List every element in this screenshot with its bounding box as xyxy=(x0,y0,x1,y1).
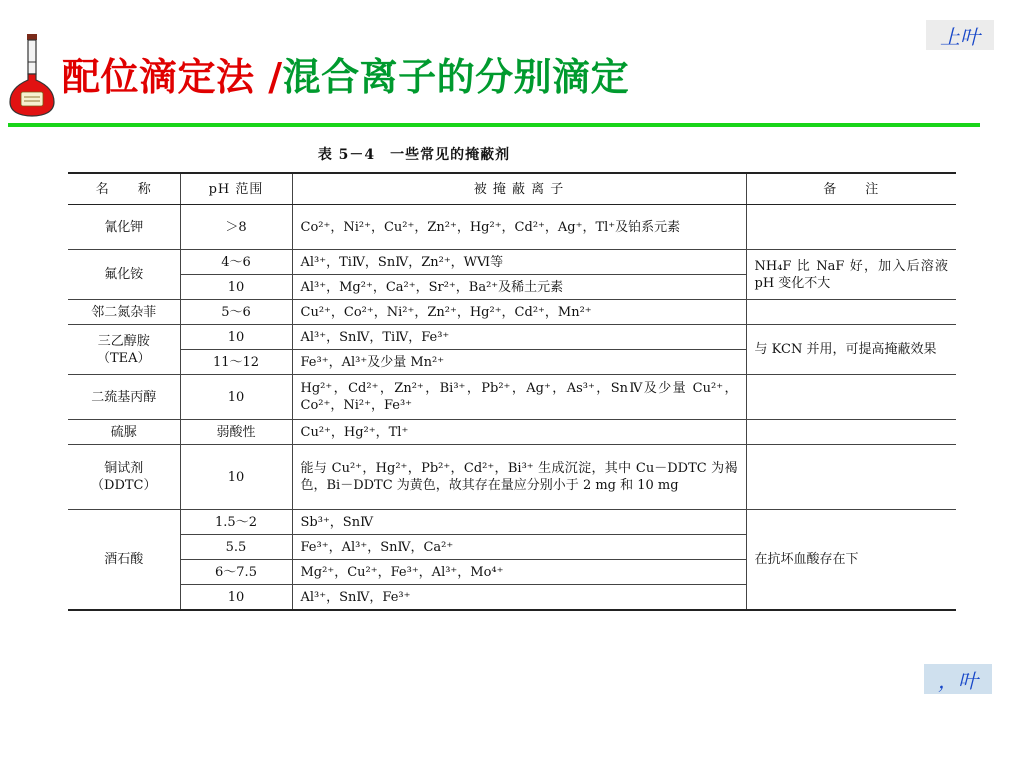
masking-agents-table xyxy=(68,172,956,611)
table-row xyxy=(68,325,956,350)
ph-range: 1.5～2 xyxy=(180,510,292,535)
ph-range: 11～12 xyxy=(180,350,292,375)
table-header-row xyxy=(68,173,956,205)
masked-ions: Cu²⁺，Hg²⁺，Tl⁺ xyxy=(292,420,746,445)
next-page-button[interactable]: ，叶 xyxy=(924,664,992,694)
masked-ions: Mg²⁺，Cu²⁺，Fe³⁺，Al³⁺，Mo⁴⁺ xyxy=(292,560,746,585)
agent-name: 氰化钾 xyxy=(68,205,180,250)
remarks xyxy=(746,300,956,325)
masked-ions: 能与 Cu²⁺，Hg²⁺，Pb²⁺，Cd²⁺，Bi³⁺ 生成沉淀，其中 Cu－DDTC 为褐色，Bi－DDTC 为黄色，故其存在量应分别小于 2 mg 和 10 mg xyxy=(292,445,746,510)
table-row xyxy=(68,420,956,445)
agent-name: 铜试剂（DDTC） xyxy=(68,445,180,510)
col-header-name: 名 称 xyxy=(68,173,180,205)
masked-ions: Sb³⁺，SnⅣ xyxy=(292,510,746,535)
ph-range: 10 xyxy=(180,375,292,420)
ph-range: 10 xyxy=(180,275,292,300)
remarks xyxy=(746,205,956,250)
ph-range: 10 xyxy=(180,445,292,510)
col-header-notes: 备 注 xyxy=(746,173,956,205)
ph-range: ＞8 xyxy=(180,205,292,250)
page-title xyxy=(62,46,629,101)
ph-range: 5～6 xyxy=(180,300,292,325)
title-divider xyxy=(8,123,980,127)
masked-ions: Fe³⁺，Al³⁺及少量 Mn²⁺ xyxy=(292,350,746,375)
table-row xyxy=(68,205,956,250)
title-chapter: 配位滴定法 / xyxy=(62,55,283,99)
prev-page-button[interactable]: 上叶 xyxy=(926,20,994,50)
remarks xyxy=(746,420,956,445)
table-row xyxy=(68,375,956,420)
volumetric-flask-icon xyxy=(4,32,60,118)
masked-ions: Al³⁺，SnⅣ，TiⅣ，Fe³⁺ xyxy=(292,325,746,350)
remarks xyxy=(746,375,956,420)
masked-ions: Al³⁺，TiⅣ，SnⅣ，Zn²⁺，WⅥ等 xyxy=(292,250,746,275)
ph-range: 5.5 xyxy=(180,535,292,560)
agent-name: 酒石酸 xyxy=(68,510,180,611)
agent-name: 邻二氮杂菲 xyxy=(68,300,180,325)
table-row xyxy=(68,510,956,535)
masked-ions: Al³⁺，Mg²⁺，Ca²⁺，Sr²⁺，Ba²⁺及稀土元素 xyxy=(292,275,746,300)
masked-ions: Cu²⁺，Co²⁺，Ni²⁺，Zn²⁺，Hg²⁺，Cd²⁺，Mn²⁺ xyxy=(292,300,746,325)
remarks: 与 KCN 并用，可提高掩蔽效果 xyxy=(746,325,956,375)
table-row xyxy=(68,250,956,275)
remarks: 在抗坏血酸存在下 xyxy=(746,510,956,611)
col-header-ph: pH 范围 xyxy=(180,173,292,205)
masked-ions: Fe³⁺，Al³⁺，SnⅣ，Ca²⁺ xyxy=(292,535,746,560)
ph-range: 弱酸性 xyxy=(180,420,292,445)
ph-range: 10 xyxy=(180,585,292,611)
col-header-ions: 被 掩 蔽 离 子 xyxy=(292,173,746,205)
table-row xyxy=(68,445,956,510)
ph-range: 10 xyxy=(180,325,292,350)
table-row xyxy=(68,300,956,325)
agent-name: 二巯基丙醇 xyxy=(68,375,180,420)
agent-name: 三乙醇胺（TEA） xyxy=(68,325,180,375)
masked-ions: Hg²⁺，Cd²⁺，Zn²⁺，Bi³⁺，Pb²⁺，Ag⁺，As³⁺，SnⅣ及少量 Cu²⁺，Co²⁺，Ni²⁺，Fe³⁺ xyxy=(292,375,746,420)
ph-range: 6～7.5 xyxy=(180,560,292,585)
masked-ions: Co²⁺，Ni²⁺，Cu²⁺，Zn²⁺，Hg²⁺，Cd²⁺，Ag⁺，Tl⁺及铂系元素 xyxy=(292,205,746,250)
remarks: NH₄F 比 NaF 好，加入后溶液 pH 变化不大 xyxy=(746,250,956,300)
ph-range: 4～6 xyxy=(180,250,292,275)
table-caption: 表 5－4 一些常见的掩蔽剂 xyxy=(317,147,511,163)
masked-ions: Al³⁺，SnⅣ，Fe³⁺ xyxy=(292,585,746,611)
agent-name: 硫脲 xyxy=(68,420,180,445)
agent-name: 氟化铵 xyxy=(68,250,180,300)
remarks xyxy=(746,445,956,510)
title-topic: 混合离子的分别滴定 xyxy=(282,55,630,99)
